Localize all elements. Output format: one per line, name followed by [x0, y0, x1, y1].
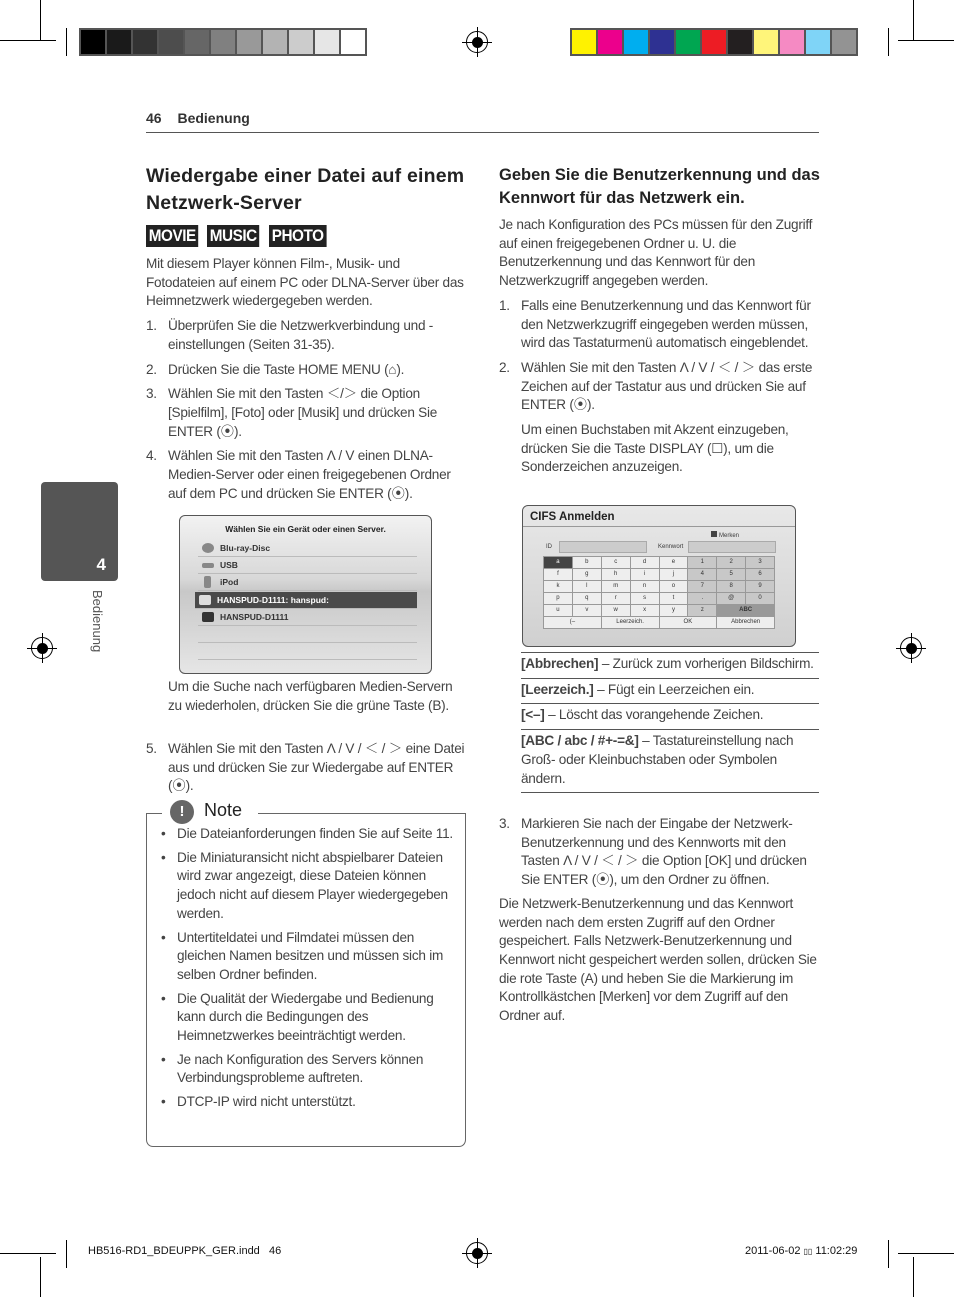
page-number: 46: [146, 110, 162, 126]
keyboard-key: w: [602, 605, 630, 616]
crop-mark: [898, 40, 954, 41]
note-icon: !: [170, 800, 194, 824]
ipod-icon: [204, 576, 211, 588]
keyboard-key: .: [688, 593, 716, 604]
legend-row: [521, 678, 819, 704]
password-label: Kennwort: [658, 544, 684, 550]
device-item: Blu-ray-Disc: [198, 540, 417, 557]
intro-text: Je nach Konfiguration des PCs müssen für den Zugriff auf einen freigegebenen Ordner u. U. die Benutzerkennung und das Kennwort für den Netzwerkzugriff angegeben werden.: [499, 217, 813, 289]
photo-badge: PHOTO: [269, 225, 326, 247]
color-swatch: [728, 30, 752, 54]
crop-mark: [888, 1240, 889, 1268]
key-legend-table: [521, 652, 819, 793]
section-title: Bedienung: [177, 110, 250, 126]
legend-row: [521, 652, 819, 678]
color-swatch: [81, 30, 105, 54]
color-swatch: [676, 30, 700, 54]
legend-row: [521, 729, 819, 793]
step-text: Wählen Sie mit den Tasten Λ / V einen DLNA-Medien-Server oder einen freigegebenen Ordner auf dem PC und drücken Sie ENTER (⦿).: [168, 448, 451, 501]
legend-desc: – Tastatureinstellung nach Groß- oder Kleinbuchstaben oder Symbolen ändern.: [521, 733, 794, 786]
right-column-bottom: [499, 809, 821, 1026]
step-number: 5.: [146, 741, 157, 756]
keyboard-key: 0: [746, 593, 774, 604]
step-number: 3.: [146, 386, 157, 402]
keyboard-action-key: Leerzeich.: [602, 617, 659, 628]
intro-text: Mit diesem Player können Film-, Musik- und Fotodateien auf einem PC oder DLNA-Server über das Heimnetzwerk wiedergegeben werden.: [146, 256, 464, 309]
accent-hint: Um einen Buchstaben mit Akzent einzugeben, drücken Sie die Taste DISPLAY (☐), um die Sonderzeichen anzuzeigen.: [521, 422, 789, 475]
step-text: Drücken Sie die Taste HOME MENU (⌂).: [168, 361, 405, 377]
legend-desc: – Löscht das vorangehende Zeichen.: [544, 707, 764, 723]
color-swatch: [624, 30, 648, 54]
note-item: • DTCP-IP wird nicht unterstützt.: [177, 1093, 455, 1112]
crop-mark: [0, 40, 56, 41]
keyboard-action-key: OK: [660, 617, 717, 628]
empty-row: [198, 643, 417, 660]
step-number: 4.: [146, 448, 157, 464]
crop-mark: [40, 1257, 41, 1297]
note-item: • Die Qualität der Wiedergabe und Bedienung kann durch die Bedingungen des Heimnetzwerkes beeinträchtigt werden.: [177, 990, 455, 1046]
music-badge: MUSIC: [207, 225, 259, 247]
note-box: [146, 813, 466, 1147]
remember-label: Merken: [719, 533, 740, 539]
step-item: [146, 447, 466, 503]
color-calibration-bar: [570, 28, 858, 56]
keyboard-key: ABC: [717, 605, 774, 616]
color-swatch: [185, 30, 209, 54]
device-item: USB: [198, 557, 417, 574]
step-text: Wählen Sie mit den Tasten ＜/＞ die Option [Spielfilm], [Foto] oder [Musik] und drücken Sie ENTER (⦿).: [168, 386, 438, 439]
section-heading: Geben Sie die Benutzerkennung und das Kennwort für das Netzwerk ein.: [499, 166, 820, 207]
registration-mark-icon: [466, 1242, 488, 1264]
registration-mark-icon: [466, 31, 488, 53]
screen-title: CIFS Anmelden: [530, 511, 615, 523]
step-text: Markieren Sie nach der Eingabe der Netzwerk-Benutzerkennung und des Kennworts mit den Tasten Λ / V / ＜ / ＞ die Option [OK] und drücken Sie ENTER (⦿), um den Ordner zu öffnen.: [521, 816, 807, 888]
color-swatch: [133, 30, 157, 54]
screen-title: Wählen Sie ein Gerät oder einen Server.: [225, 524, 386, 534]
step-number: 2.: [146, 361, 157, 377]
section-heading: Wiedergabe einer Datei auf einem Netzwerk-Server: [146, 165, 465, 214]
keyboard-key: u: [544, 605, 572, 616]
keyboard-key: g: [573, 569, 601, 580]
step-item: [499, 815, 821, 890]
step-text: Überprüfen Sie die Netzwerkverbindung und -einstellungen (Seiten 31-35).: [168, 318, 434, 352]
keyboard-key: x: [631, 605, 659, 616]
crop-mark: [0, 1253, 56, 1254]
keyboard-key: r: [602, 593, 630, 604]
keyboard-key: l: [573, 581, 601, 592]
keyboard-key: m: [602, 581, 630, 592]
color-swatch: [754, 30, 778, 54]
keyboard-key: e: [660, 557, 688, 568]
legend-key: [<–]: [521, 707, 545, 723]
crop-mark: [913, 1257, 914, 1297]
pc-icon: [202, 612, 214, 622]
clock-icon: ▯▯: [803, 1247, 813, 1256]
legend-desc: – Fügt ein Leerzeichen ein.: [593, 681, 755, 697]
keyboard-key: 8: [717, 581, 745, 592]
keyboard-key: 7: [688, 581, 716, 592]
cifs-login-screenshot: [522, 505, 796, 647]
legend-key: [Leerzeich.]: [521, 681, 594, 697]
note-item: • Je nach Konfiguration des Servers können Verbindungsprobleme auftreten.: [177, 1051, 455, 1088]
color-swatch: [211, 30, 235, 54]
step-text: Falls eine Benutzerkennung und das Kennwort für den Netzwerkzugriff eingegeben werden müssen, wird das Tastaturmenü automatisch eingeblendet.: [521, 297, 811, 351]
keyboard-key: j: [660, 569, 688, 580]
search-hint: Um die Suche nach verfügbaren Medien-Servern zu wiederholen, drücken Sie die grüne Taste (B).: [168, 679, 453, 713]
keyboard-key: a: [544, 557, 572, 568]
color-swatch: [572, 30, 596, 54]
keyboard-key: 1: [688, 557, 716, 568]
legend-desc: – Zurück zum vorherigen Bildschirm.: [598, 656, 814, 671]
checkbox-icon: [711, 531, 717, 537]
footer-date: 2011-06-02: [745, 1245, 801, 1257]
step-number: 3.: [499, 816, 510, 831]
step-item: [499, 359, 821, 415]
keyboard-key: f: [544, 569, 572, 580]
empty-row: [198, 626, 417, 643]
legend-row: [521, 703, 819, 729]
note-item: • Die Dateianforderungen finden Sie auf Seite 11.: [177, 825, 455, 844]
color-swatch: [341, 30, 365, 54]
keyboard-key: n: [631, 581, 659, 592]
color-swatch: [315, 30, 339, 54]
device-item: iPod: [198, 574, 417, 591]
step-number: 1.: [499, 297, 510, 313]
server-select-screenshot: [179, 515, 432, 674]
remember-checkbox: [711, 531, 739, 539]
on-screen-keyboard: [543, 556, 775, 629]
color-swatch: [159, 30, 183, 54]
divider: [523, 526, 795, 527]
server-folder-icon: [199, 595, 211, 605]
legend-key: [ABC / abc / #+-=&]: [521, 733, 639, 749]
registration-mark-icon: [900, 637, 922, 659]
keyboard-key: h: [602, 569, 630, 580]
registration-mark-icon: [31, 637, 53, 659]
crop-mark: [40, 0, 41, 40]
chapter-number: 4: [96, 555, 106, 574]
step-item: [146, 361, 466, 380]
keyboard-key: 4: [688, 569, 716, 580]
keyboard-key: t: [660, 593, 688, 604]
color-swatch: [107, 30, 131, 54]
keyboard-key: 2: [717, 557, 745, 568]
keyboard-key: i: [631, 569, 659, 580]
keyboard-key: 9: [746, 581, 774, 592]
keyboard-key: q: [573, 593, 601, 604]
chapter-tab: [41, 482, 118, 581]
keyboard-key: b: [573, 557, 601, 568]
footer-filename: HB516-RD1_BDEUPPK_GER.indd 46: [88, 1245, 282, 1257]
keyboard-key: @: [717, 593, 745, 604]
step-item: [146, 317, 466, 354]
step-item: [146, 740, 466, 796]
keyboard-key: 3: [746, 557, 774, 568]
crop-mark: [913, 0, 914, 40]
crop-mark: [898, 1253, 954, 1254]
step-number: 1.: [146, 318, 157, 334]
note-title: Note: [204, 800, 243, 820]
keyboard-key: 6: [746, 569, 774, 580]
keyboard-key: s: [631, 593, 659, 604]
disc-icon: [202, 543, 214, 553]
keyboard-key: p: [544, 593, 572, 604]
note-item: • Die Miniaturansicht nicht abspielbarer Dateien wird zwar angezeigt, diese Dateien können jedoch nicht auf diesem Player wiedergegeben werden.: [177, 849, 455, 924]
step-item: [499, 297, 821, 353]
password-field: [688, 541, 776, 553]
keyboard-action-key: Abbrechen: [717, 617, 774, 628]
color-swatch: [598, 30, 622, 54]
keyboard-action-key: (–: [544, 617, 601, 628]
footer-timestamp: [745, 1245, 857, 1257]
step-item: [146, 385, 466, 441]
color-swatch: [780, 30, 804, 54]
color-swatch: [650, 30, 674, 54]
keyboard-key: v: [573, 605, 601, 616]
usb-icon: [202, 563, 214, 568]
movie-badge: MOVIE: [146, 225, 198, 247]
color-swatch: [702, 30, 726, 54]
step-text: Wählen Sie mit den Tasten Λ / V / ＜ / ＞ das erste Zeichen auf der Tastatur aus und drücken Sie auf ENTER (⦿).: [521, 359, 813, 413]
device-item: HANSPUD-D1111: [198, 609, 417, 626]
color-swatch: [263, 30, 287, 54]
footer-time: 11:02:29: [815, 1245, 858, 1257]
color-swatch: [832, 30, 856, 54]
keyboard-key: k: [544, 581, 572, 592]
legend-key: [Abbrechen]: [521, 656, 599, 671]
device-item-selected: HANSPUD-D1111: hanspud:: [195, 592, 417, 609]
color-swatch: [806, 30, 830, 54]
crop-mark: [66, 1240, 67, 1268]
note-item: • Untertiteldatei und Filmdatei müssen den gleichen Namen besitzen und müssen sich im selben Ordner befinden.: [177, 929, 455, 985]
outro-text: Die Netzwerk-Benutzerkennung und das Kennwort werden nach dem ersten Zugriff auf den Ordner gespeichert. Falls Netzwerk-Benutzerkennung und Kennwort nicht gespeichert werden sollen, drücken Sie die rote Taste (A) und heben Sie die Markierung im Kontrollkästchen [Merken] vor dem Zugriff auf den Ordner auf.: [499, 895, 817, 1024]
keyboard-key: z: [688, 605, 716, 616]
id-field: [559, 541, 647, 553]
grayscale-calibration-bar: [79, 28, 367, 56]
color-swatch: [289, 30, 313, 54]
step-text: Wählen Sie mit den Tasten Λ / V / ＜ / ＞ eine Datei aus und drücken Sie zur Wiedergabe auf ENTER (⦿).: [168, 741, 465, 794]
keyboard-key: c: [602, 557, 630, 568]
keyboard-key: o: [660, 581, 688, 592]
crop-mark: [888, 28, 889, 56]
keyboard-key: y: [660, 605, 688, 616]
step-number: 2.: [499, 359, 510, 375]
keyboard-key: 5: [717, 569, 745, 580]
crop-mark: [66, 28, 67, 56]
color-swatch: [237, 30, 261, 54]
chapter-label: Bedienung: [90, 590, 105, 653]
right-column: [499, 164, 821, 477]
id-label: ID: [546, 544, 552, 550]
page-header: [146, 110, 819, 133]
keyboard-key: d: [631, 557, 659, 568]
left-column: [146, 163, 466, 503]
